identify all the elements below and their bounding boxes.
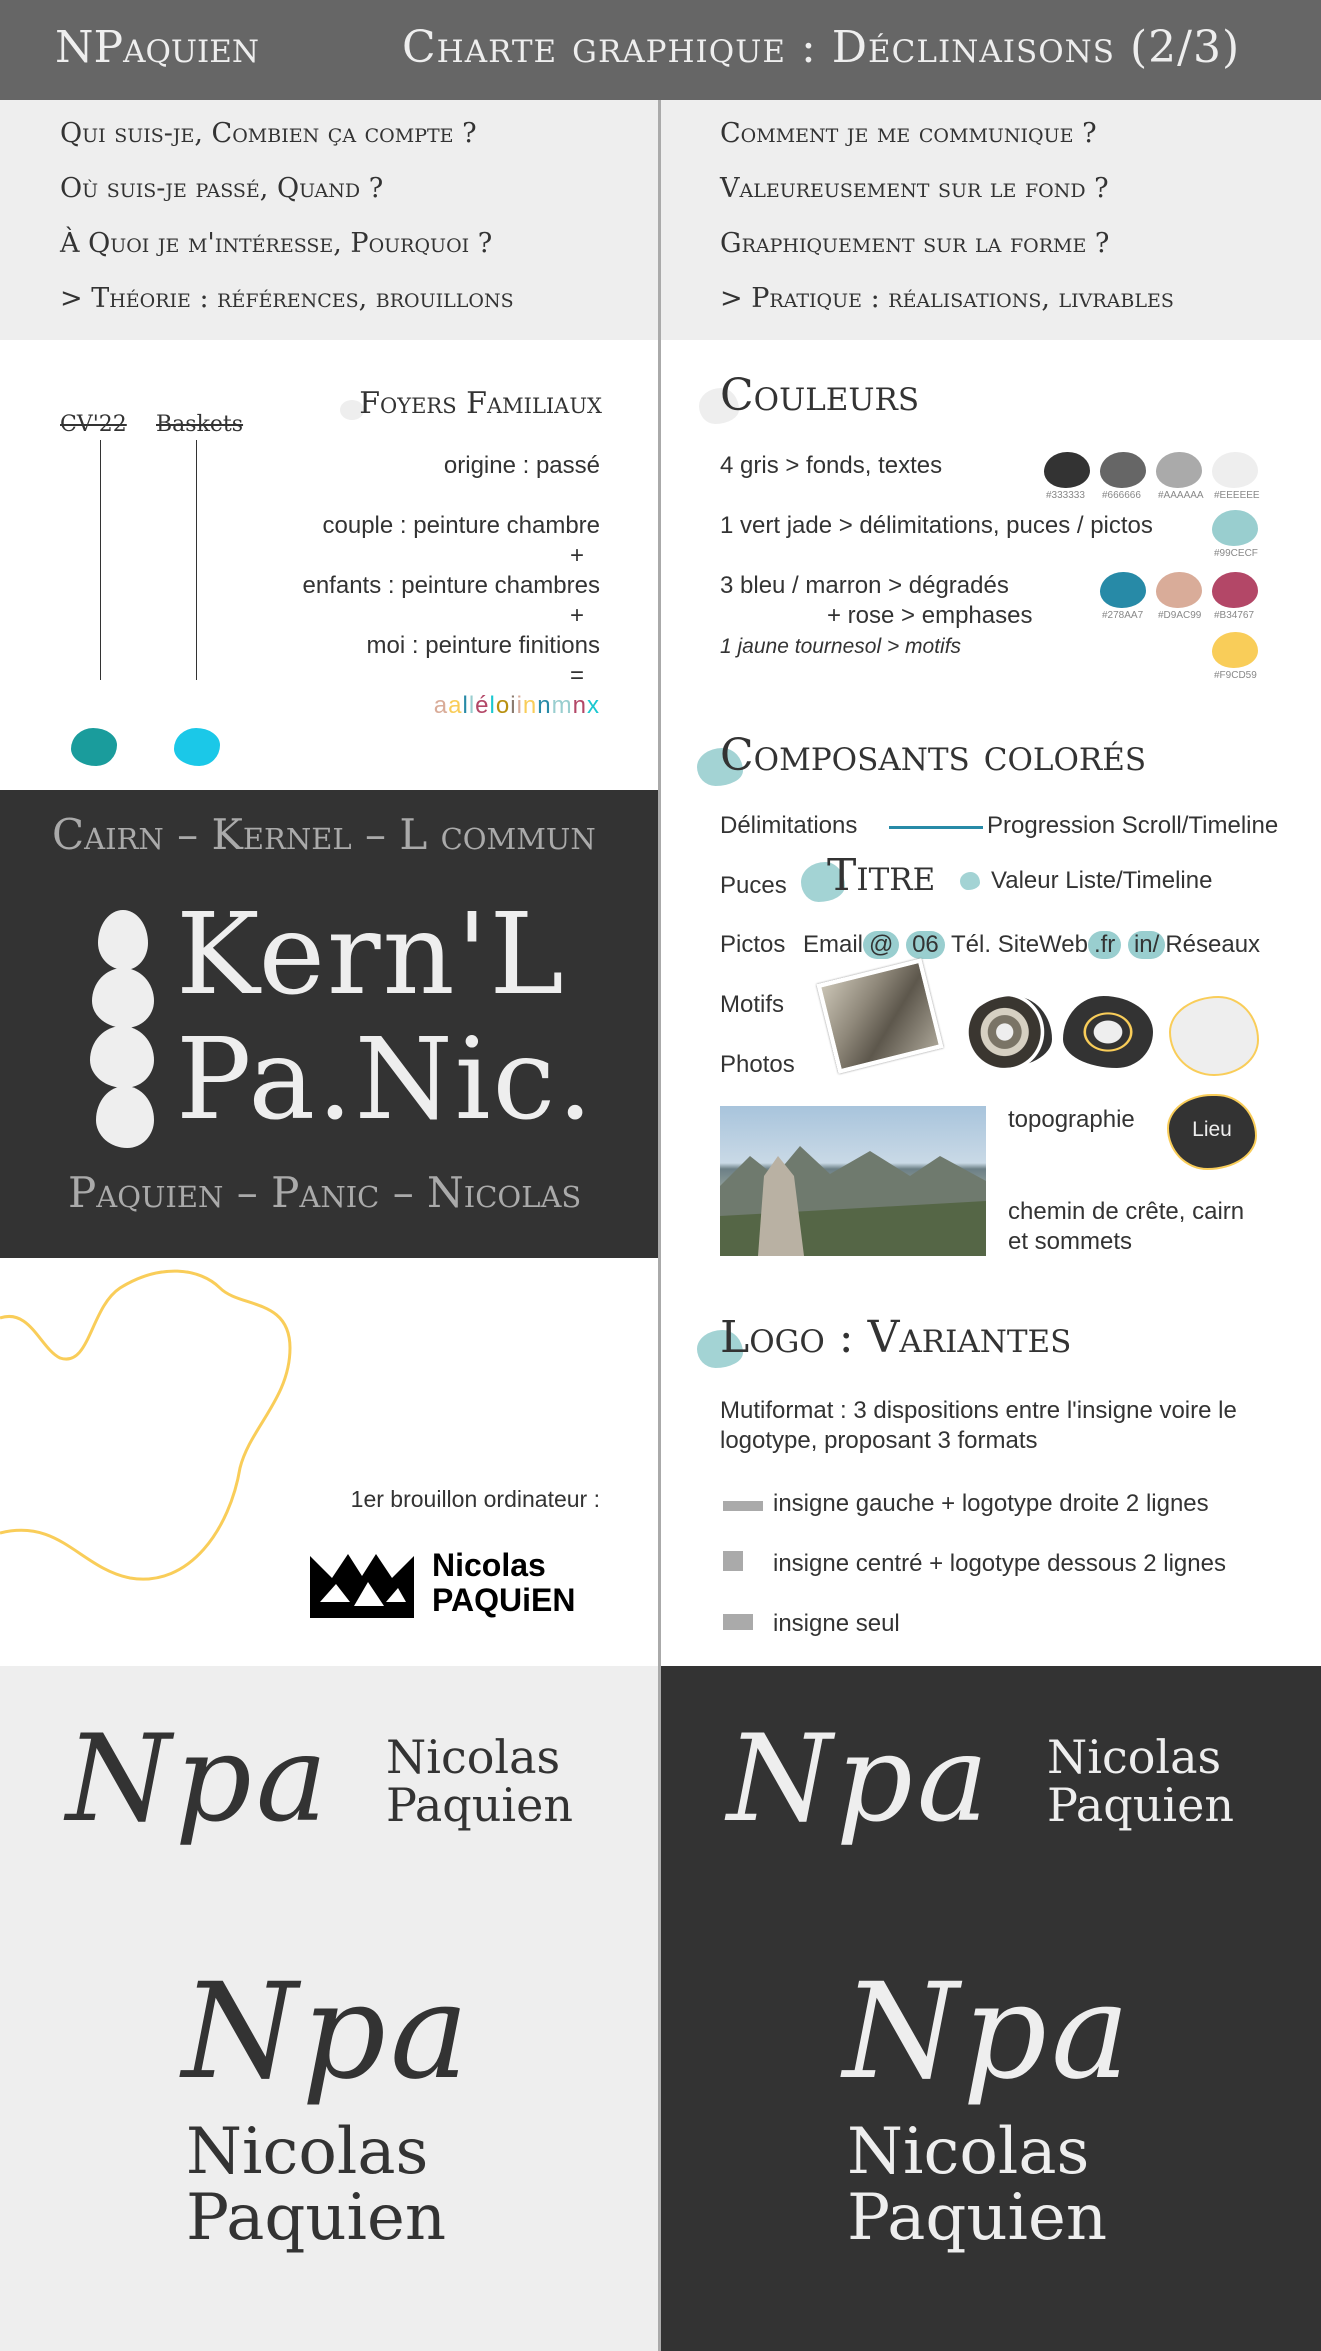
palette-cv22-label: CV'22 — [60, 412, 127, 437]
composants-title: Composants colorés — [720, 730, 1147, 781]
site-name: NPaquien — [55, 22, 260, 73]
topography-outline-icon — [0, 1258, 320, 1598]
logo-insigne: Npa — [727, 1710, 993, 1849]
email-icon: @ — [863, 931, 899, 959]
cairn-stone-icon — [92, 968, 154, 1028]
foyers-result-letter: l — [462, 692, 469, 719]
cairn-photo-mountains — [720, 1106, 986, 1256]
palette-baskets-line — [196, 440, 197, 680]
color-swatch-label: #F9CD59 — [1214, 670, 1257, 681]
logo-light-panel — [0, 1666, 658, 2351]
logo-variantes-section — [661, 1266, 1321, 1666]
foyers-title: Foyers Familiaux — [359, 386, 602, 421]
phone-icon: 06 — [906, 931, 945, 959]
topographie-label: topographie — [1008, 1106, 1135, 1133]
logo-insigne: Npa — [66, 1710, 332, 1849]
palette-baskets-label: Baskets — [156, 412, 244, 437]
foyers-line: moi : peinture finitions — [366, 632, 600, 659]
foyers-line: = — [569, 662, 584, 689]
delimitation-line — [889, 826, 983, 829]
foyers-line: origine : passé — [443, 452, 600, 479]
valeur-label: Valeur Liste/Timeline — [991, 867, 1213, 894]
color-swatch — [1212, 510, 1258, 546]
foyers-result-letter: a — [448, 692, 463, 719]
intro-right-panel — [661, 100, 1321, 340]
variant-insigne-icon — [723, 1614, 753, 1630]
logo-name-line: Nicolas — [847, 2115, 1090, 2189]
lieu-label: Lieu — [1192, 1118, 1232, 1141]
page-header — [0, 0, 1321, 100]
couleurs-row: 1 jaune tournesol > motifs — [720, 635, 962, 658]
logo-insigne: Npa — [182, 1955, 473, 2109]
brouillon-logo-name — [432, 1548, 575, 1618]
email-label: Email — [803, 931, 864, 958]
variant-item: insigne seul — [773, 1610, 900, 1637]
intro-right-line: Graphiquement sur la forme ? — [720, 228, 1110, 259]
intro-left-panel — [0, 100, 658, 340]
palette-cv22-line — [100, 440, 101, 680]
motif-topo-light-icon — [1169, 996, 1259, 1076]
brouillon-label: 1er brouillon ordinateur : — [350, 1486, 600, 1512]
pictos-row — [803, 931, 1260, 959]
couleurs-row: 3 bleu / marron > dégradés — [720, 572, 1009, 599]
foyers-result-letter: a — [433, 692, 449, 719]
composants-section — [661, 700, 1321, 1266]
delimitations-label: Délimitations — [720, 812, 858, 839]
site-label: SiteWeb — [997, 931, 1088, 958]
kernl-bottom-line: Paquien – Panic – Nicolas — [68, 1168, 582, 1217]
color-swatch-label: #AAAAAA — [1158, 490, 1204, 501]
variant-item: insigne centré + logotype dessous 2 lignes — [773, 1550, 1226, 1577]
foyers-result-letter: m — [551, 692, 573, 719]
page-title: Charte graphique : Déclinaisons (2/3) — [402, 22, 1241, 73]
color-swatch — [1212, 632, 1258, 668]
foyers-line: enfants : peinture chambres — [302, 572, 600, 599]
valeur-bullet-icon — [960, 872, 980, 890]
crown-logo-icon — [306, 1548, 418, 1624]
couleurs-row: 4 gris > fonds, textes — [720, 452, 943, 479]
intro-right-line: > Pratique : réalisations, livrables — [720, 283, 1174, 314]
foyers-result — [434, 692, 600, 720]
couleurs-row: 1 vert jade > délimitations, puces / pictos — [720, 512, 1153, 539]
lieu-badge — [1167, 1094, 1257, 1170]
intro-left-line: Où suis-je passé, Quand ? — [60, 173, 384, 204]
logo-name-line: Paquien — [186, 2181, 447, 2255]
palettes-panel — [0, 340, 658, 790]
logo-dark-panel — [661, 1666, 1321, 2351]
intro-left-line: Qui suis-je, Combien ça compte ? — [60, 118, 477, 149]
intro-right-line: Comment je me communique ? — [720, 118, 1097, 149]
color-swatch-label: #666666 — [1102, 490, 1141, 501]
logo-name-line: Nicolas — [186, 2115, 429, 2189]
progression-label: Progression Scroll/Timeline — [987, 812, 1279, 839]
color-swatch — [1100, 452, 1146, 488]
cairn-stone-icon — [98, 910, 148, 970]
variant-item: insigne gauche + logotype droite 2 lignes — [773, 1490, 1209, 1517]
color-swatch — [1156, 452, 1202, 488]
palette-swatch — [174, 728, 220, 766]
logo-name-line: Nicolas — [1047, 1730, 1222, 1784]
couleurs-section — [661, 340, 1321, 700]
photos-label: Photos — [720, 1051, 795, 1078]
foyers-result-letter: é — [475, 692, 490, 719]
color-swatch — [1212, 452, 1258, 488]
foyers-line: + — [569, 542, 584, 569]
intro-left-line: À Quoi je m'intéresse, Pourquoi ? — [60, 228, 493, 259]
column-divider — [658, 100, 661, 2351]
foyers-result-letter: l — [489, 692, 496, 719]
rock-photo — [816, 958, 943, 1073]
motif-topo-dark-icon — [1063, 996, 1153, 1068]
cairn-stone-icon — [90, 1026, 154, 1088]
foyers-result-letter: i — [510, 692, 517, 719]
intro-left-line: > Théorie : références, brouillons — [60, 283, 514, 314]
titre-sample: Titre — [827, 850, 936, 901]
couleurs-title: Couleurs — [720, 370, 920, 421]
foyers-result-letter: n — [537, 692, 552, 719]
web-icon: .fr — [1088, 931, 1121, 959]
kernl-line-2: Pa.Nic. — [176, 1015, 595, 1145]
couleurs-row: + rose > emphases — [827, 602, 1033, 629]
logo-insigne: Npa — [843, 1955, 1134, 2109]
kernl-line-1: Kern'L — [176, 890, 566, 1020]
color-swatch — [1044, 452, 1090, 488]
tel-label: Tél. — [951, 931, 992, 958]
cairn-photo — [720, 1106, 986, 1256]
variant-horizontal-icon — [723, 1501, 763, 1511]
color-swatch-label: #B34767 — [1214, 610, 1255, 621]
foyers-result-letter: n — [572, 692, 587, 719]
reseaux-label: Réseaux — [1165, 931, 1261, 958]
foyers-line: + — [569, 602, 584, 629]
kernl-top-line: Cairn – Kernel – L commun — [52, 810, 596, 859]
palette-swatch — [71, 728, 117, 766]
cairn-stone-icon — [96, 1086, 154, 1148]
color-swatch-label: #EEEEEE — [1214, 490, 1260, 501]
foyers-result-letter: n — [522, 692, 538, 719]
motifs-label: Motifs — [720, 991, 785, 1018]
logo-name-line: Paquien — [1047, 1778, 1234, 1832]
linkedin-icon: in/ — [1128, 931, 1165, 959]
foyers-result-letter: o — [495, 692, 511, 719]
color-swatch-label: #D9AC99 — [1158, 610, 1202, 621]
logo-variantes-description: Mutiformat : 3 dispositions entre l'insigne voire le logotype, proposant 3 formats — [720, 1397, 1237, 1454]
brouillon-logo-line: PAQUiEN — [432, 1582, 576, 1619]
brouillon-panel — [0, 1258, 658, 1666]
photo-caption: chemin de crête, cairn et sommets — [1008, 1198, 1245, 1255]
logo-name-line: Paquien — [386, 1778, 573, 1832]
logo-variantes-title: Logo : Variantes — [720, 1312, 1072, 1363]
foyers-result-letter: x — [587, 692, 600, 719]
motif-rock-icon — [966, 996, 1052, 1068]
kernl-block — [0, 790, 658, 1258]
puces-label: Puces — [720, 872, 787, 899]
foyers-line: couple : peinture chambre — [322, 512, 600, 539]
logo-name-line: Paquien — [847, 2181, 1108, 2255]
variant-stacked-icon — [723, 1551, 743, 1571]
color-swatch — [1156, 572, 1202, 608]
color-swatch — [1100, 572, 1146, 608]
logo-name-line: Nicolas — [386, 1730, 561, 1784]
foyers-result-letter: i — [516, 692, 523, 719]
color-swatch-label: #278AA7 — [1102, 610, 1144, 621]
brouillon-logo-line: Nicolas — [432, 1547, 546, 1583]
color-swatch-label: #333333 — [1046, 490, 1085, 501]
color-swatch-label: #99CECF — [1214, 548, 1258, 559]
pictos-label: Pictos — [720, 931, 786, 958]
foyers-result-letter: l — [468, 692, 476, 719]
intro-right-line: Valeureusement sur le fond ? — [720, 173, 1109, 204]
color-swatch — [1212, 572, 1258, 608]
